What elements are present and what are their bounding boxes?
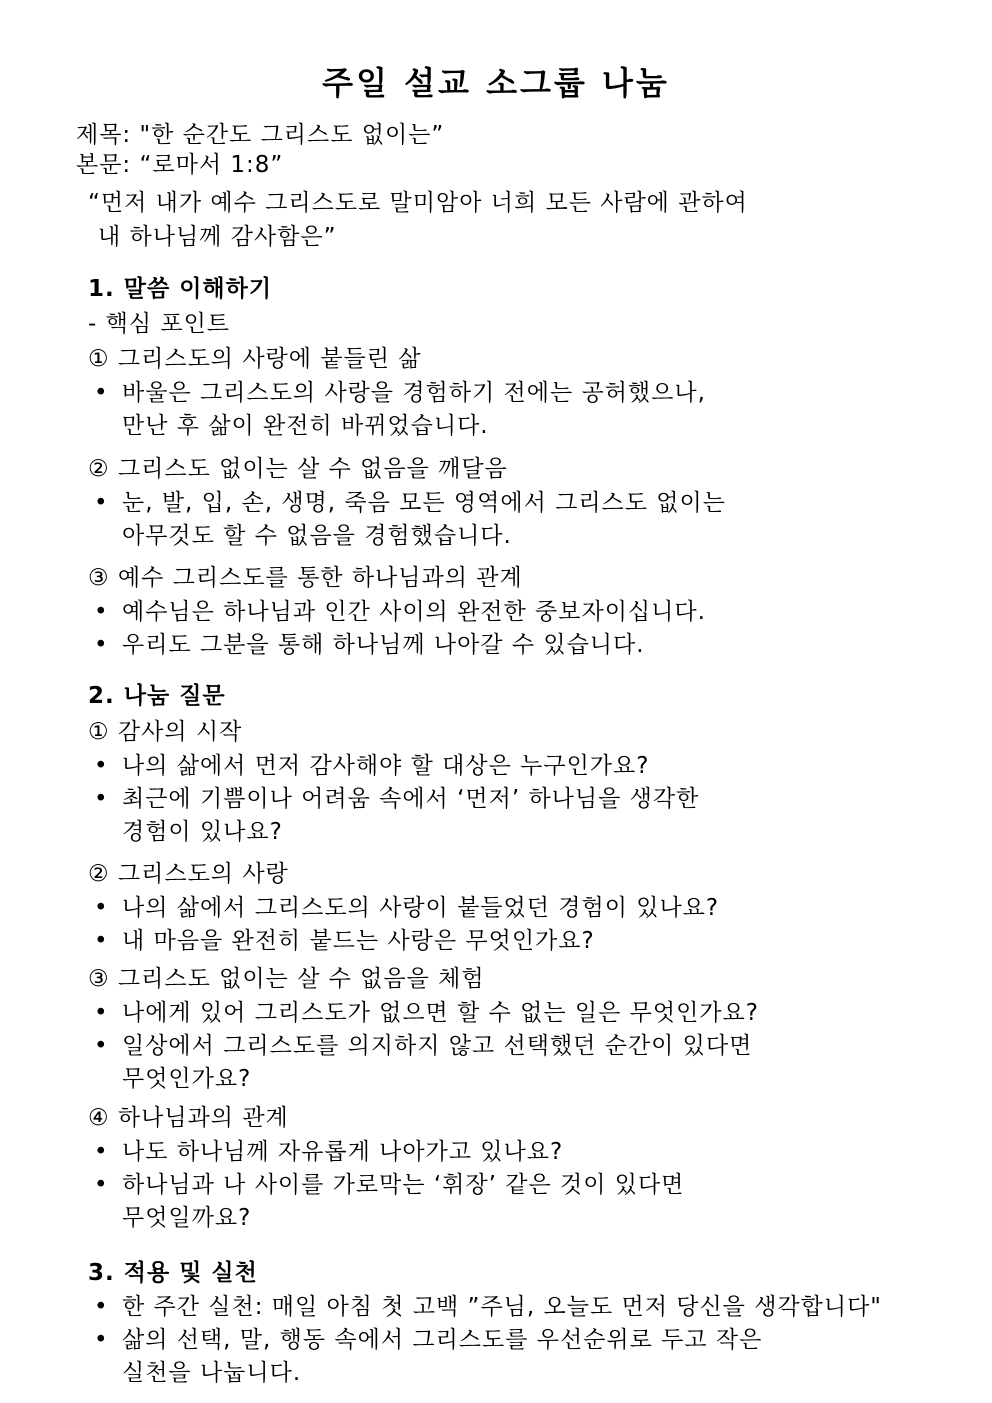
bullet-icon: • (94, 753, 108, 779)
point-title: ② 그리스도 없이는 살 수 없음을 깨달음 (88, 456, 508, 482)
bullet-icon: • (94, 490, 108, 516)
quote-line-2: 내 하나님께 감사함은” (98, 224, 337, 250)
bullet-icon: • (94, 1172, 108, 1198)
bullet-icon: • (94, 632, 108, 658)
bullet-text: 나의 삶에서 먼저 감사해야 할 대상은 누구인가요? (122, 753, 650, 779)
point-title: ④ 하나님과의 관계 (88, 1105, 289, 1131)
bullet-text: 나의 삶에서 그리스도의 사랑이 붙들었던 경험이 있나요? (122, 895, 720, 921)
bullet-icon: • (94, 1000, 108, 1026)
page-title: 주일 설교 소그룹 나눔 (322, 64, 670, 102)
bullet-text: 바울은 그리스도의 사랑을 경험하기 전에는 공허했으나, (122, 380, 706, 406)
bullet-icon: • (94, 599, 108, 625)
quote-line-1: “먼저 내가 예수 그리스도로 말미암아 너희 모든 사람에 관하여 (88, 190, 748, 216)
bullet-text: 내 마음을 완전히 붙드는 사랑은 무엇인가요? (122, 928, 595, 954)
sermon-passage: 본문: “로마서 1:8” (76, 152, 284, 178)
bullet-icon: • (94, 380, 108, 406)
bullet-text: 최근에 기쁨이나 어려움 속에서 ‘먼저’ 하나님을 생각한 (122, 786, 700, 812)
bullet-text: 눈, 발, 입, 손, 생명, 죽음 모든 영역에서 그리스도 없이는 (122, 490, 726, 516)
bullet-icon: • (94, 928, 108, 954)
bullet-text: 한 주간 실천: 매일 아침 첫 고백 ”주님, 오늘도 먼저 당신을 생각합니다" (122, 1294, 882, 1320)
bullet-icon: • (94, 1294, 108, 1320)
point-title: ① 그리스도의 사랑에 붙들린 삶 (88, 346, 422, 372)
bullet-text: 아무것도 할 수 없음을 경험했습니다. (122, 523, 512, 549)
section-heading: 3. 적용 및 실천 (88, 1260, 258, 1286)
section-subheading: - 핵심 포인트 (88, 311, 231, 337)
bullet-text: 일상에서 그리스도를 의지하지 않고 선택했던 순간이 있다면 (122, 1033, 753, 1059)
sermon-subject: 제목: "한 순간도 그리스도 없이는” (76, 122, 445, 148)
section-heading: 1. 말씀 이해하기 (88, 276, 273, 302)
point-title: ② 그리스도의 사랑 (88, 861, 289, 887)
bullet-icon: • (94, 1139, 108, 1165)
bullet-text: 만난 후 삶이 완전히 바뀌었습니다. (122, 413, 489, 439)
section-heading: 2. 나눔 질문 (88, 683, 226, 709)
point-title: ③ 예수 그리스도를 통한 하나님과의 관계 (88, 565, 523, 591)
bullet-text: 무엇일까요? (122, 1205, 252, 1231)
bullet-text: 나에게 있어 그리스도가 없으면 할 수 없는 일은 무엇인가요? (122, 1000, 759, 1026)
point-title: ③ 그리스도 없이는 살 수 없음을 체험 (88, 966, 485, 992)
bullet-icon: • (94, 1033, 108, 1059)
bullet-icon: • (94, 786, 108, 812)
bullet-text: 예수님은 하나님과 인간 사이의 완전한 중보자이십니다. (122, 599, 706, 625)
bullet-text: 하나님과 나 사이를 가로막는 ‘휘장’ 같은 것이 있다면 (122, 1172, 685, 1198)
bullet-text: 우리도 그분을 통해 하나님께 나아갈 수 있습니다. (122, 632, 645, 658)
bullet-text: 나도 하나님께 자유롭게 나아가고 있나요? (122, 1139, 564, 1165)
bullet-text: 실천을 나눕니다. (122, 1360, 302, 1386)
bullet-text: 삶의 선택, 말, 행동 속에서 그리스도를 우선순위로 두고 작은 (122, 1327, 763, 1353)
point-title: ① 감사의 시작 (88, 719, 243, 745)
bullet-text: 무엇인가요? (122, 1066, 252, 1092)
scripture-quote (88, 186, 748, 254)
bullet-icon: • (94, 895, 108, 921)
bullet-text: 경험이 있나요? (122, 819, 283, 845)
bullet-icon: • (94, 1327, 108, 1353)
